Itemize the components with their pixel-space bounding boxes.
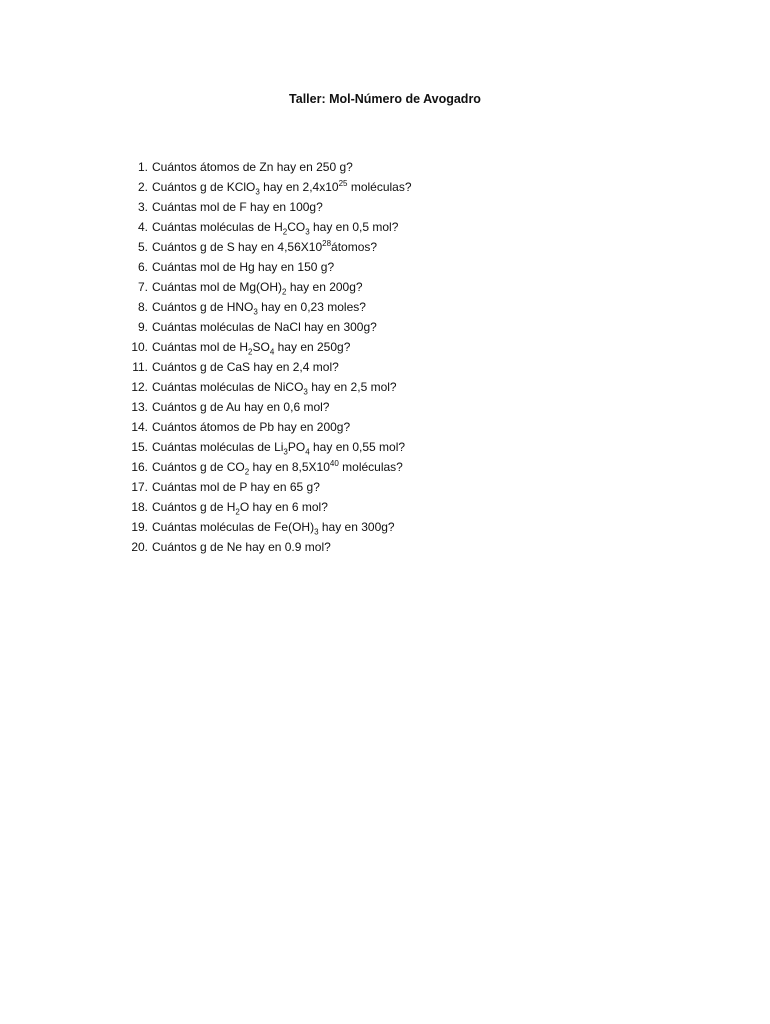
subscript: 2	[235, 507, 240, 517]
subscript: 4	[305, 447, 310, 457]
text-run: hay en 2,4x10	[259, 180, 339, 194]
question-number: 13.	[131, 400, 148, 414]
text-run: SO	[252, 340, 270, 354]
question-item	[126, 417, 351, 437]
question-text	[152, 217, 398, 237]
text-run: hay en 200g?	[286, 280, 363, 294]
text-run: hay en 0,23 moles?	[257, 300, 366, 314]
question-number: 9.	[137, 320, 148, 334]
question-number: 2.	[137, 180, 148, 194]
subscript: 3	[255, 187, 260, 197]
question-text	[152, 237, 377, 257]
question-item	[126, 197, 323, 217]
question-text	[152, 537, 331, 557]
question-text	[152, 497, 328, 517]
question-item	[126, 457, 403, 477]
question-item	[126, 497, 328, 517]
question-text	[152, 257, 334, 277]
question-text	[152, 297, 366, 317]
question-number: 3.	[137, 200, 148, 214]
question-number: 10.	[131, 340, 148, 354]
text-run: PO	[287, 440, 306, 454]
question-text	[152, 457, 403, 477]
question-item	[126, 217, 399, 237]
text-run: moléculas?	[347, 180, 412, 194]
question-item	[126, 237, 378, 257]
superscript: 40	[329, 459, 339, 468]
question-text	[152, 357, 339, 377]
question-item	[126, 177, 412, 197]
question-item	[126, 437, 406, 457]
subscript: 4	[269, 347, 275, 357]
text-run: átomos?	[331, 240, 378, 254]
question-number: 19.	[131, 520, 148, 534]
question-item	[126, 537, 331, 557]
question-number: 6.	[137, 260, 148, 274]
question-number: 1.	[137, 160, 148, 174]
text-run: Cuántas mol de F hay en 100g?	[152, 200, 323, 214]
subscript: 3	[253, 307, 258, 317]
text-run: hay en 250g?	[274, 340, 351, 354]
subscript: 3	[303, 387, 308, 397]
question-number: 17.	[131, 480, 148, 494]
subscript: 3	[305, 227, 310, 237]
question-text	[152, 157, 353, 177]
text-run: Cuántas moléculas de Fe(OH)	[152, 520, 315, 534]
text-run: Cuántas moléculas de NiCO	[152, 380, 304, 394]
text-run: Cuántos g de S hay en 4,56X10	[152, 240, 323, 254]
text-run: Cuántos g de HNO	[152, 300, 254, 314]
text-run: Cuántas moléculas de H	[152, 220, 283, 234]
question-text	[152, 517, 395, 537]
subscript: 3	[314, 527, 319, 537]
text-run: Cuántos g de CaS hay en 2,4 mol?	[152, 360, 339, 374]
question-number: 8.	[137, 300, 148, 314]
question-item	[126, 397, 330, 417]
text-run: moléculas?	[338, 460, 403, 474]
question-text	[152, 477, 320, 497]
text-run: hay en 2,5 mol?	[307, 380, 397, 394]
text-run: Cuántas moléculas de NaCl hay en 300g?	[152, 320, 377, 334]
subscript: 3	[283, 447, 288, 457]
question-number: 20.	[131, 540, 148, 554]
text-run: Cuántos g de H	[152, 500, 236, 514]
question-number: 16.	[131, 460, 148, 474]
text-run: hay en 300g?	[318, 520, 395, 534]
superscript: 28	[322, 239, 332, 248]
question-text	[152, 317, 377, 337]
question-item	[126, 317, 377, 337]
text-run: Cuántos átomos de Zn hay en 250 g?	[152, 160, 353, 174]
text-run: Cuántos g de CO	[152, 460, 245, 474]
question-text	[152, 177, 412, 197]
text-run: Cuántos átomos de Pb hay en 200g?	[152, 420, 351, 434]
superscript: 25	[338, 179, 348, 188]
question-number: 14.	[131, 420, 148, 434]
question-number: 7.	[137, 280, 148, 294]
text-run: Cuántas mol de H	[152, 340, 249, 354]
question-item	[126, 517, 395, 537]
question-number: 12.	[131, 380, 148, 394]
question-text	[152, 437, 405, 457]
subscript: 2	[244, 467, 250, 477]
question-number: 11.	[132, 360, 148, 374]
question-item	[126, 337, 351, 357]
question-item	[126, 157, 353, 177]
question-text	[152, 337, 350, 357]
question-number: 5.	[137, 240, 148, 254]
question-item	[126, 477, 320, 497]
subscript: 2	[248, 347, 253, 357]
text-run: Cuántas mol de Mg(OH)	[152, 280, 283, 294]
subscript: 2	[282, 227, 288, 237]
text-run: O hay en 6 mol?	[239, 500, 328, 514]
question-text	[152, 397, 329, 417]
question-text	[152, 417, 350, 437]
question-item	[126, 357, 339, 377]
question-item	[126, 257, 335, 277]
question-item	[126, 297, 366, 317]
text-run: hay en 8,5X10	[249, 460, 330, 474]
page-title: Taller: Mol-Número de Avogadro	[289, 92, 481, 106]
question-list	[126, 157, 412, 557]
text-run: Cuántos g de KClO	[152, 180, 256, 194]
question-item	[126, 277, 363, 297]
text-run: hay en 0,55 mol?	[309, 440, 406, 454]
question-text	[152, 197, 323, 217]
text-run: hay en 0,5 mol?	[309, 220, 399, 234]
question-item	[126, 377, 397, 397]
text-run: Cuántos g de Au hay en 0,6 mol?	[152, 400, 330, 414]
question-text	[152, 277, 363, 297]
text-run: Cuántas moléculas de Li	[152, 440, 284, 454]
question-number: 15.	[131, 440, 148, 454]
subscript: 2	[282, 287, 287, 297]
text-run: Cuántas mol de P hay en 65 g?	[152, 480, 320, 494]
question-text	[152, 377, 397, 397]
question-number: 4.	[137, 220, 148, 234]
text-run: CO	[287, 220, 306, 234]
text-run: Cuántas mol de Hg hay en 150 g?	[152, 260, 335, 274]
question-number: 18.	[131, 500, 148, 514]
text-run: Cuántos g de Ne hay en 0.9 mol?	[152, 540, 331, 554]
